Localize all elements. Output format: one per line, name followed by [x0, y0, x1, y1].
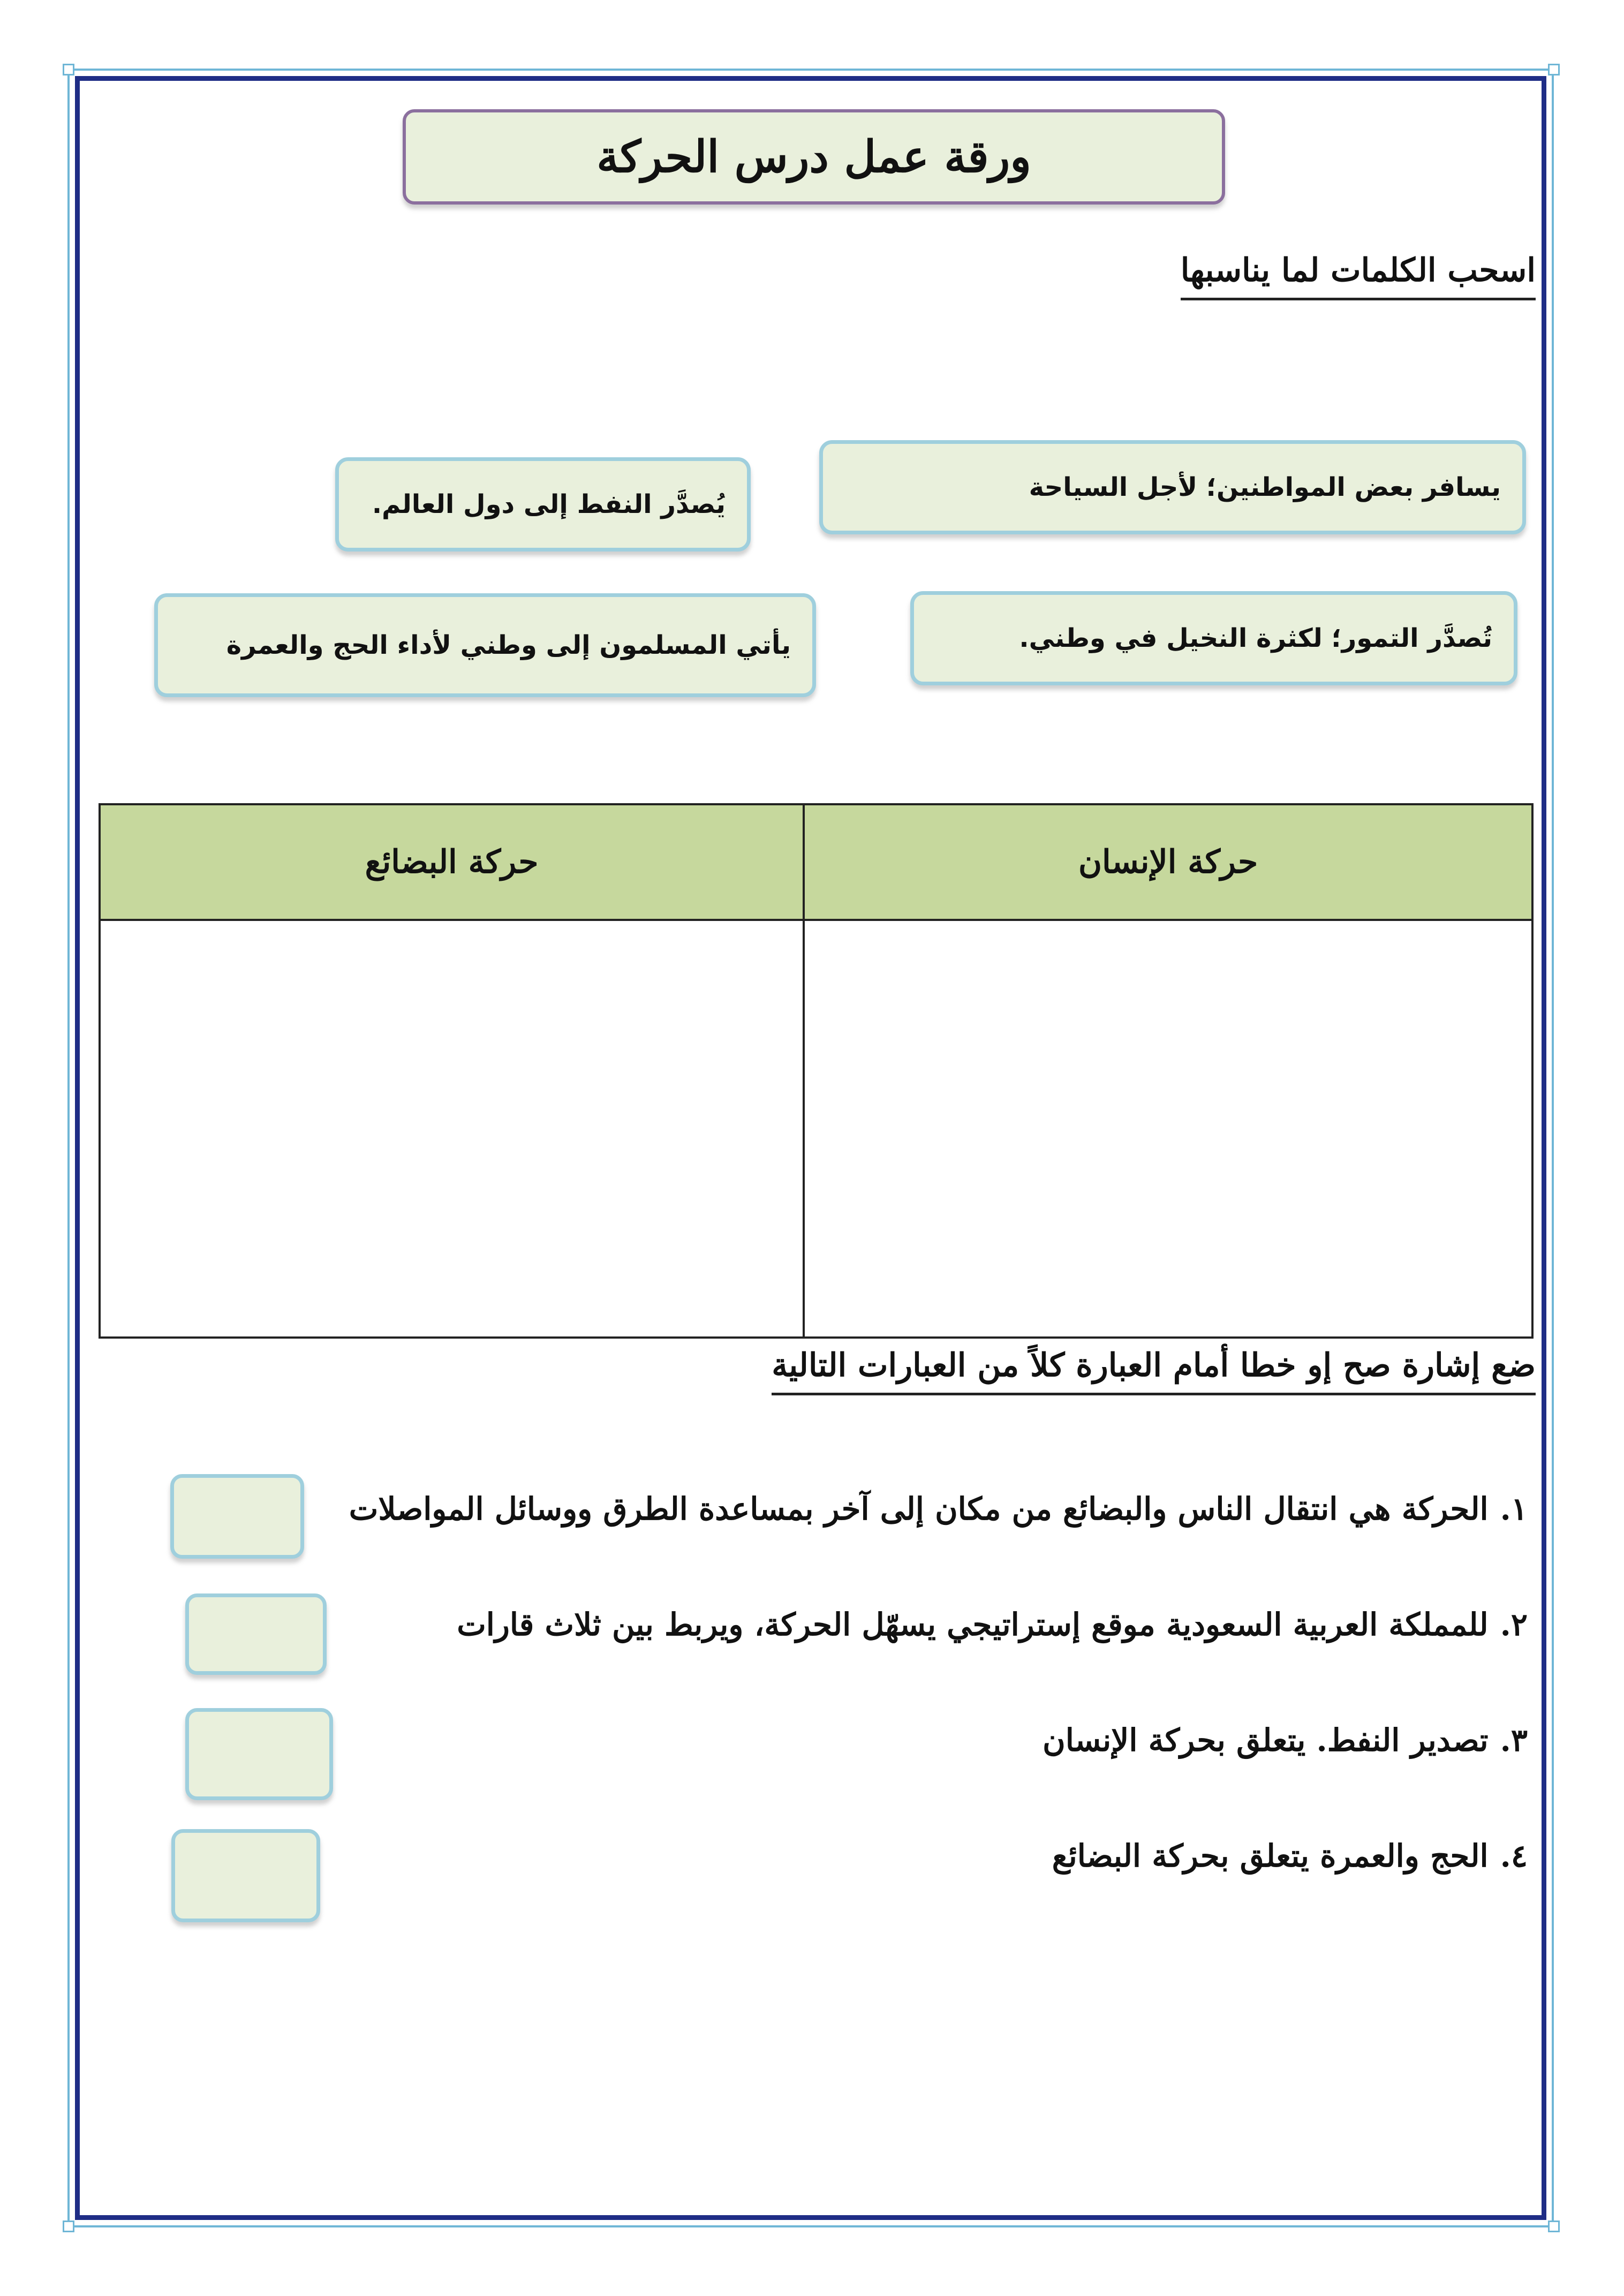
answer-box-3[interactable]: [185, 1708, 333, 1800]
drag-card-dates-export[interactable]: تُصدَّر التمور؛ لكثرة النخيل في وطني.: [910, 591, 1517, 685]
sorting-table: [99, 803, 1534, 1339]
frame-corner: [1548, 64, 1560, 75]
statement-number: ٣.: [1500, 1722, 1528, 1758]
statement-4: [1052, 1838, 1528, 1874]
statement-text: تصدير النفط. يتعلق بحركة الإنسان: [1043, 1722, 1489, 1758]
statement-number: ٤.: [1500, 1838, 1528, 1874]
worksheet-title-box: [403, 109, 1225, 205]
answer-box-2[interactable]: [185, 1593, 327, 1675]
drag-instructions-heading: اسحب الكلمات لما يناسبها: [1181, 252, 1536, 300]
column-header-goods-movement: حركة البضائع: [100, 804, 804, 920]
answer-box-4[interactable]: [171, 1829, 320, 1922]
statement-number: ٢.: [1500, 1606, 1528, 1643]
statement-1: [349, 1491, 1528, 1527]
statement-number: ١.: [1500, 1491, 1528, 1527]
statement-3: [1043, 1722, 1528, 1758]
statement-2: [457, 1606, 1528, 1643]
answer-box-1[interactable]: [170, 1474, 304, 1559]
true-false-instructions-heading: ضع إشارة صح إو خطا أمام العبارة كلاً من العبارات التالية: [772, 1347, 1536, 1395]
drag-card-hajj[interactable]: يأتي المسلمون إلى وطني لأداء الحج والعمرة: [154, 593, 816, 697]
column-header-human-movement: حركة الإنسان: [804, 804, 1532, 920]
drag-card-tourism[interactable]: يسافر بعض المواطنين؛ لأجل السياحة: [819, 440, 1526, 534]
worksheet-title: ورقة عمل درس الحركة: [596, 131, 1031, 183]
statement-text: للمملكة العربية السعودية موقع إستراتيجي يسهّل الحركة، ويربط بين ثلاث قارات: [457, 1606, 1489, 1643]
drop-zone-goods-movement[interactable]: [100, 920, 804, 1338]
frame-corner: [1548, 2221, 1560, 2232]
frame-corner: [63, 2221, 74, 2232]
drop-zone-human-movement[interactable]: [804, 920, 1532, 1338]
drag-card-oil-export[interactable]: يُصدَّر النفط إلى دول العالم.: [335, 457, 751, 552]
statement-text: الحج والعمرة يتعلق بحركة البضائع: [1052, 1838, 1489, 1874]
frame-corner: [63, 64, 74, 75]
statement-text: الحركة هي انتقال الناس والبضائع من مكان إلى آخر بمساعدة الطرق ووسائل المواصلات: [349, 1491, 1489, 1527]
